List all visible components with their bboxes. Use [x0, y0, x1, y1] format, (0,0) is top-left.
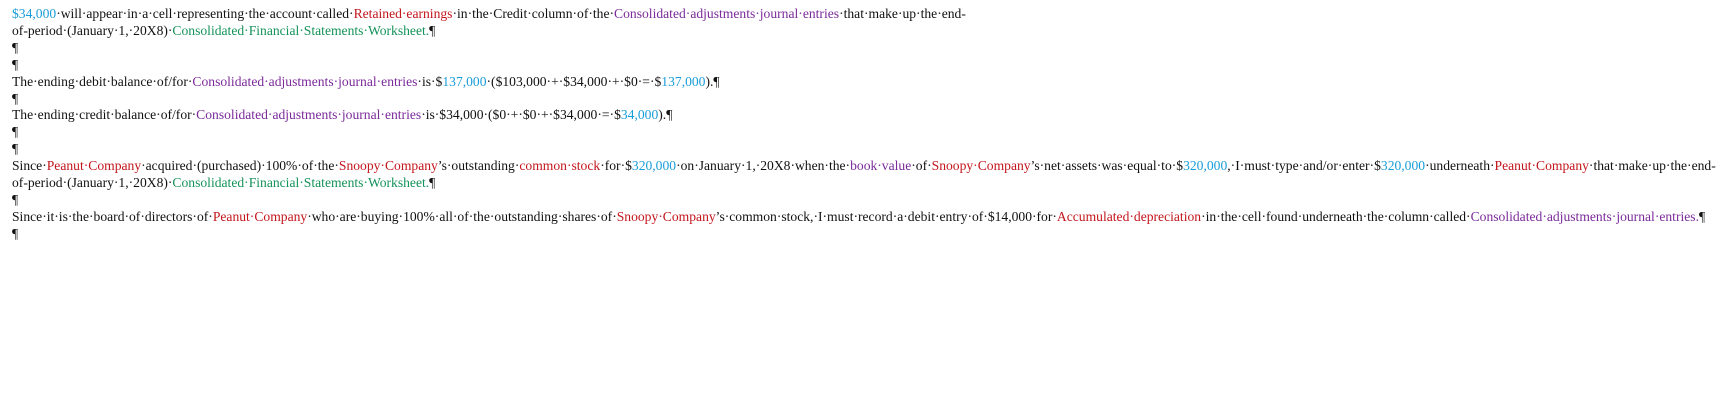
text-run: ·($103,000·+·$34,000·+·$0·=·$	[486, 73, 662, 89]
text-run: The·ending·debit·balance·of/for·	[12, 73, 193, 89]
text-run: ·is·$	[417, 73, 443, 89]
text-run: Since·	[12, 158, 47, 174]
highlighted-term: Consolidated·adjustments·journal·entries	[614, 6, 840, 21]
text-run: ·that·make·up·the·end-of-period·(January·1,·20X8)·	[12, 6, 966, 38]
highlighted-term: $34,000	[12, 6, 57, 21]
highlighted-term: book·value	[850, 158, 912, 174]
text-run: ’s·common·stock,·I·must·record·a·debit·entry·of·$14,000·for·	[715, 208, 1057, 224]
text-run: ¶	[12, 56, 19, 72]
text-run: Since·it·is·the·board·of·directors·of·	[12, 208, 213, 224]
text-run: The·ending·credit·balance·of/for·	[12, 107, 197, 123]
highlighted-term: Consolidated·adjustments·journal·entries	[196, 107, 422, 123]
text-run: ’s·outstanding·	[437, 158, 520, 174]
highlighted-term: 137,000	[442, 73, 487, 89]
highlighted-term: Snoopy·Company	[338, 158, 438, 174]
text-run: ’s·net·assets·was·equal·to·$	[1030, 158, 1184, 174]
highlighted-term: Peanut·Company	[1494, 158, 1589, 174]
paragraph	[12, 6, 966, 40]
highlighted-term: Consolidated·Financial·Statements·Worksheet.	[172, 22, 430, 38]
text-run: ¶	[12, 225, 19, 241]
text-run: ¶	[12, 39, 19, 55]
text-run: ·is·$34,000·($0·+·$0·+·$34,000·=·$	[421, 107, 621, 123]
highlighted-term: 320,000	[631, 158, 677, 174]
highlighted-term: 320,000	[1380, 158, 1426, 174]
paragraph	[12, 124, 640, 141]
text-run: ·for·$	[600, 158, 632, 174]
text-run: ¶	[12, 141, 19, 157]
highlighted-term: Accumulated·depreciation	[1056, 208, 1202, 224]
paragraph	[12, 107, 673, 124]
paragraph	[12, 158, 1716, 192]
text-run: ·of·	[911, 158, 932, 174]
highlighted-term: Consolidated·Financial·Statements·Worksheet.	[172, 175, 430, 191]
text-run: ¶	[1698, 208, 1706, 224]
text-run: ·who·are·buying·100%·all·of·the·outstanding·shares·of·	[307, 208, 617, 224]
text-run: ·will·appear·in·a·cell·representing·the·account·called·	[56, 6, 354, 21]
text-run: ·on·January·1,·20X8·when·the·	[676, 158, 851, 174]
text-run: ¶	[12, 124, 19, 140]
text-run: ·in·the·Credit·column·of·the·	[452, 6, 615, 21]
document-body	[12, 6, 1716, 243]
highlighted-term: Snoopy·Company	[931, 158, 1031, 174]
paragraph	[12, 57, 640, 74]
text-run: ¶	[12, 191, 19, 207]
text-run: ,·I·must·type·and/or·enter·$	[1227, 158, 1381, 174]
highlighted-term: 34,000	[620, 107, 659, 123]
text-run: ·in·the·cell·found·underneath·the·column·called·	[1201, 208, 1471, 224]
highlighted-term: Peanut·Company	[46, 158, 142, 174]
paragraph	[12, 91, 640, 108]
text-run: ¶	[429, 22, 436, 38]
highlighted-term: Peanut·Company	[212, 208, 308, 224]
highlighted-term: Retained·earnings	[353, 6, 453, 21]
paragraph	[12, 208, 1706, 226]
highlighted-term: Consolidated·adjustments·journal·entries	[192, 73, 418, 89]
text-run: ).¶	[705, 73, 720, 89]
highlighted-term: Snoopy·Company	[616, 208, 716, 224]
highlighted-term: 137,000	[661, 73, 706, 89]
text-run: ¶	[429, 175, 436, 191]
paragraph	[12, 226, 640, 243]
text-run: ¶	[12, 90, 19, 106]
text-run: ·acquired·(purchased)·100%·of·the·	[141, 158, 339, 174]
highlighted-term: common·stock	[519, 158, 601, 174]
text-run: ·that·make·up·the·end-of-period·(January·1,·20X8)·	[12, 158, 1716, 191]
text-run: ).¶	[658, 107, 673, 123]
paragraph	[12, 40, 640, 57]
highlighted-term: Consolidated·adjustments·journal·entries.	[1470, 208, 1699, 224]
paragraph	[12, 73, 720, 91]
highlighted-term: 320,000	[1183, 158, 1228, 174]
paragraph	[12, 141, 640, 158]
paragraph	[12, 192, 640, 209]
text-run: ·underneath·	[1425, 158, 1495, 174]
